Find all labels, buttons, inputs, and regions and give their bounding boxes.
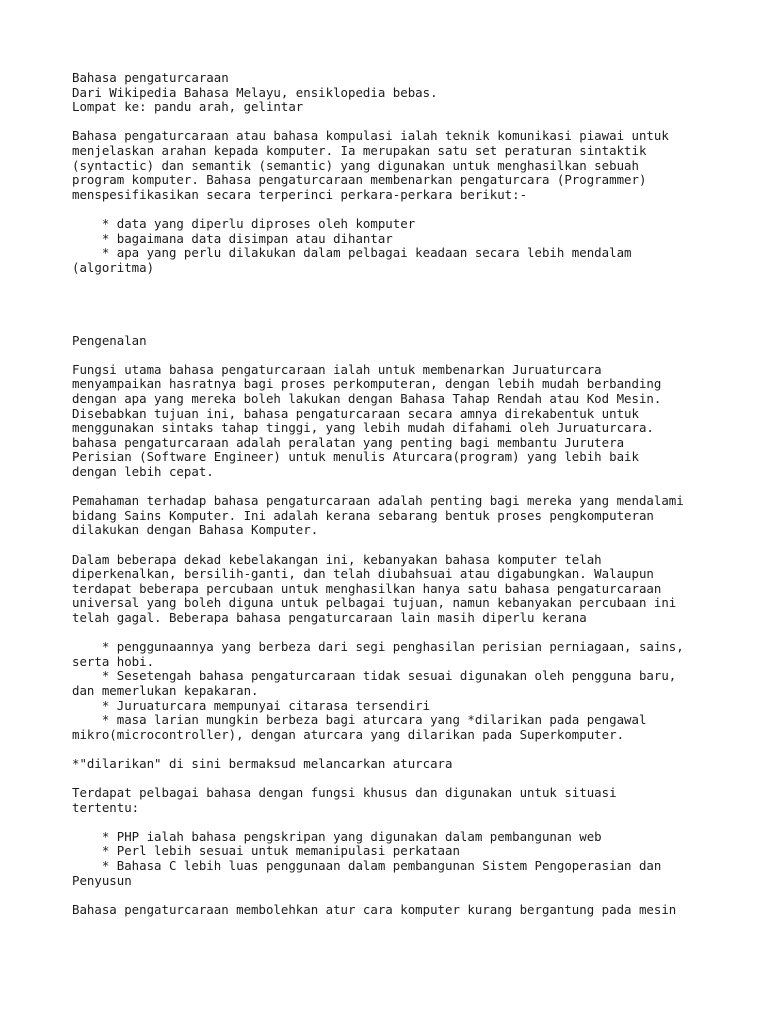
blank-line bbox=[72, 626, 712, 641]
text-line: * apa yang perlu dilakukan dalam pelbagai keadaan secara lebih mendalam bbox=[72, 245, 632, 261]
text-line: Bahasa pengaturcaraan membolehkan atur cara komputer kurang bergantung pada mesin bbox=[72, 901, 677, 917]
blank-line bbox=[72, 115, 712, 130]
text-line: * Perl lebih sesuai untuk memanipulasi perkataan bbox=[72, 843, 460, 859]
text-line: Terdapat pelbagai bahasa dengan fungsi khusus dan digunakan untuk situasi bbox=[72, 785, 617, 801]
text-line: menjelaskan arahan kepada komputer. Ia merupakan satu set peraturan sintaktik bbox=[72, 142, 647, 158]
text-line: (syntactic) dan semantik (semantic) yang digunakan untuk menghasilkan sebuah bbox=[72, 157, 639, 173]
text-line: * Juruaturcara mempunyai citarasa tersendiri bbox=[72, 697, 431, 713]
text-line: * penggunaannya yang berbeza dari segi penghasilan perisian perniagaan, sains, bbox=[72, 639, 684, 655]
blank-line bbox=[72, 772, 712, 787]
text-line: dilakukan dengan Bahasa Komputer. bbox=[72, 522, 319, 538]
text-line: Fungsi utama bahasa pengaturcaraan ialah untuk membenarkan Juruaturcara bbox=[72, 361, 602, 377]
blank-line bbox=[72, 815, 712, 830]
text-line: bahasa pengaturcaraan adalah peralatan yang penting bagi membantu Jurutera bbox=[72, 434, 625, 450]
blank-line bbox=[72, 319, 712, 334]
blank-line bbox=[72, 888, 712, 903]
text-line: mikro(microcontroller), dengan aturcara yang dilarikan pada Superkomputer. bbox=[72, 726, 625, 742]
text-line: * Bahasa C lebih luas penggunaan dalam pembangunan Sistem Pengoperasian dan bbox=[72, 858, 662, 874]
text-line: * Sesetengah bahasa pengaturcaraan tidak sesuai digunakan oleh pengguna baru, bbox=[72, 668, 677, 684]
text-line: Perisian (Software Engineer) untuk menulis Aturcara(program) yang lebih baik bbox=[72, 449, 639, 465]
blank-line bbox=[72, 480, 712, 495]
text-line: serta hobi. bbox=[72, 653, 155, 669]
text-line: bidang Sains Komputer. Ini adalah kerana sebarang bentuk proses pengkomputeran bbox=[72, 507, 654, 523]
text-line: menspesifikasikan secara terperinci perkara-perkara berikut:- bbox=[72, 186, 528, 202]
text-line: *"dilarikan" di sini bermaksud melancarkan aturcara bbox=[72, 755, 453, 771]
document-page bbox=[72, 71, 712, 917]
text-line: Lompat ke: pandu arah, gelintar bbox=[72, 99, 304, 115]
text-line: * masa larian mungkin berbeza bagi aturcara yang *dilarikan pada pengawal bbox=[72, 712, 647, 728]
text-line: universal yang boleh diguna untuk pelbagai tujuan, namun kebanyakan percubaan ini bbox=[72, 595, 677, 611]
blank-line bbox=[72, 290, 712, 305]
blank-line bbox=[72, 538, 712, 553]
text-line: Dalam beberapa dekad kebelakangan ini, kebanyakan bahasa komputer telah bbox=[72, 551, 602, 567]
blank-line bbox=[72, 305, 712, 320]
text-line: Pemahaman terhadap bahasa pengaturcaraan adalah penting bagi mereka yang mendalami bbox=[72, 493, 684, 509]
text-line: tertentu: bbox=[72, 799, 140, 815]
text-line: menggunakan sintaks tahap tinggi, yang lebih mudah difahami oleh Juruaturcara. bbox=[72, 420, 654, 436]
text-line: diperkenalkan, bersilih-ganti, dan telah diubahsuai atau digabungkan. Walaupun bbox=[72, 566, 654, 582]
text-line: * bagaimana data disimpan atau dihantar bbox=[72, 230, 393, 246]
text-line: dengan apa yang mereka boleh lakukan dengan Bahasa Tahap Rendah atau Kod Mesin. bbox=[72, 391, 662, 407]
text-line: program komputer. Bahasa pengaturcaraan membenarkan pengaturcara (Programmer) bbox=[72, 172, 647, 188]
text-line: menyampaikan hasratnya bagi proses perkomputeran, dengan lebih mudah berbanding bbox=[72, 376, 662, 392]
text-line: Pengenalan bbox=[72, 332, 147, 348]
blank-line bbox=[72, 348, 712, 363]
text-line: (algoritma) bbox=[72, 259, 155, 275]
blank-line bbox=[72, 742, 712, 757]
text-line: terdapat beberapa percubaan untuk menghasilkan hanya satu bahasa pengaturcaraan bbox=[72, 580, 662, 596]
blank-line bbox=[72, 202, 712, 217]
text-line: dan memerlukan kepakaran. bbox=[72, 682, 259, 698]
text-line: Penyusun bbox=[72, 872, 132, 888]
text-line: dengan lebih cepat. bbox=[72, 464, 214, 480]
text-line: * PHP ialah bahasa pengskripan yang digunakan dalam pembangunan web bbox=[72, 828, 602, 844]
text-line: Bahasa pengaturcaraan bbox=[72, 70, 229, 85]
text-line: * data yang diperlu diproses oleh komputer bbox=[72, 215, 416, 231]
text-line: Disebabkan tujuan ini, bahasa pengaturcaraan secara amnya direkabentuk untuk bbox=[72, 405, 639, 421]
text-line: telah gagal. Beberapa bahasa pengaturcaraan lain masih diperlu kerana bbox=[72, 609, 587, 625]
text-line: Dari Wikipedia Bahasa Melayu, ensiklopedia bebas. bbox=[72, 84, 438, 100]
text-line: Bahasa pengaturcaraan atau bahasa kompulasi ialah teknik komunikasi piawai untuk bbox=[72, 128, 669, 144]
blank-line bbox=[72, 275, 712, 290]
